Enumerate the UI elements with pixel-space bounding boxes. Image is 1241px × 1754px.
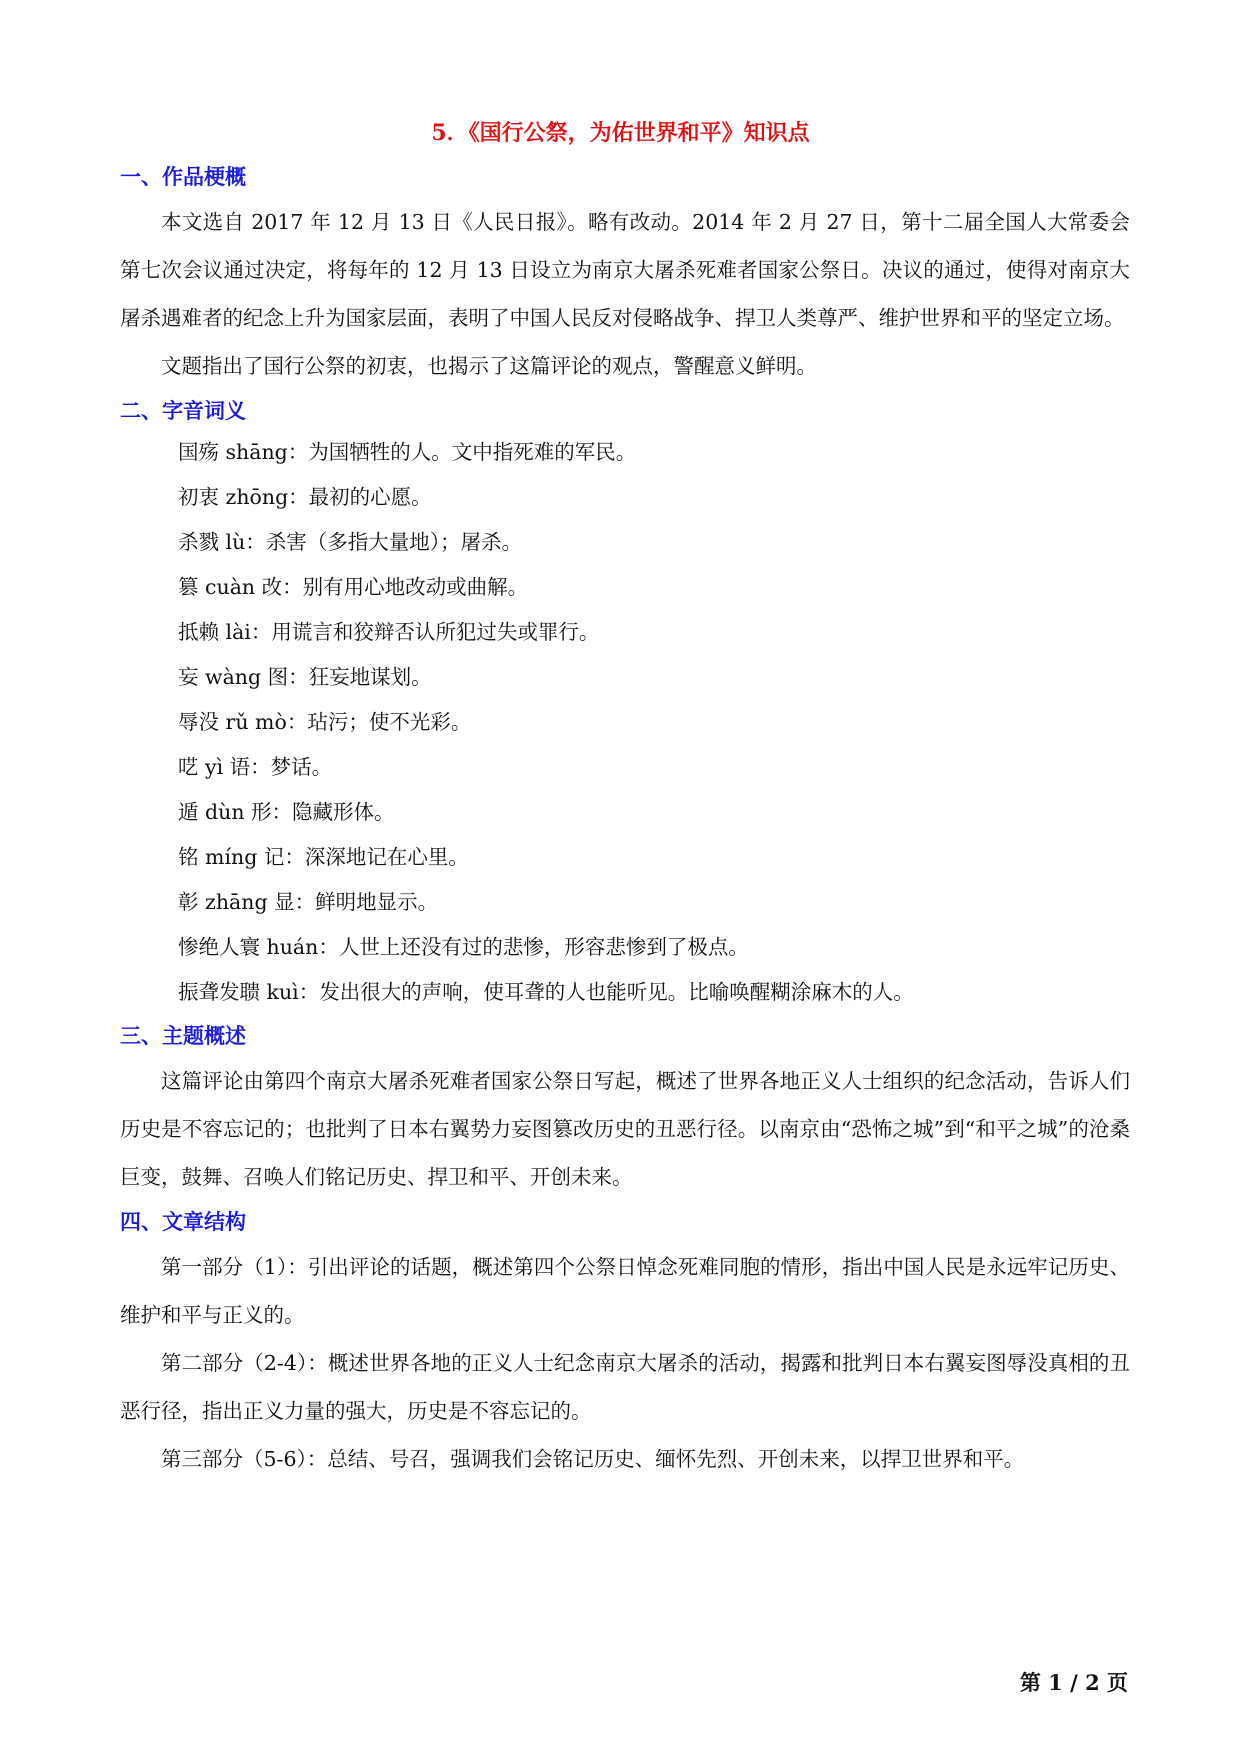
section-heading: 三、主题概述 bbox=[120, 1023, 246, 1048]
vocab-item: 国殇 shāng：为国牺牲的人。文中指死难的军民。 bbox=[178, 440, 637, 464]
vocab-item: 铭 míng 记：深深地记在心里。 bbox=[178, 845, 469, 869]
section-heading: 二、字音词义 bbox=[120, 398, 246, 423]
vocab-item: 惨绝人寰 huán：人世上还没有过的悲惨，形容悲惨到了极点。 bbox=[178, 935, 749, 959]
vocab-list bbox=[120, 430, 1130, 1015]
vocab-item: 篡 cuàn 改：别有用心地改动或曲解。 bbox=[178, 575, 529, 599]
document-body bbox=[120, 162, 1130, 1483]
vocab-item: 初衷 zhōng：最初的心愿。 bbox=[178, 485, 432, 509]
vocab-item: 抵赖 lài：用谎言和狡辩否认所犯过失或罪行。 bbox=[178, 620, 600, 644]
vocab-item: 辱没 rǔ mò：玷污；使不光彩。 bbox=[178, 710, 472, 734]
vocab-item: 妄 wàng 图：狂妄地谋划。 bbox=[178, 665, 432, 689]
page-number: 第 1 / 2 页 bbox=[1019, 1670, 1128, 1695]
structure-part: 第三部分（5-6）：总结、号召，强调我们会铭记历史、缅怀先烈、开创未来，以捍卫世界和平。 bbox=[161, 1447, 1025, 1471]
vocab-item: 振聋发聩 kuì：发出很大的声响，使耳聋的人也能听见。比喻唤醒糊涂麻木的人。 bbox=[178, 980, 914, 1004]
structure-part: 第二部分（2-4）：概述世界各地的正义人士纪念南京大屠杀的活动，揭露和批判日本右翼妄图辱没真相的丑恶行径，指出正义力量的强大，历史是不容忘记的。 bbox=[120, 1351, 1130, 1423]
section-vocabulary bbox=[120, 396, 1130, 1015]
vocab-item: 呓 yì 语：梦话。 bbox=[178, 755, 333, 779]
structure-part: 第一部分（1）：引出评论的话题，概述第四个公祭日悼念死难同胞的情形，指出中国人民是永远牢记历史、维护和平与正义的。 bbox=[120, 1255, 1130, 1327]
section-summary bbox=[120, 162, 1130, 390]
section-heading: 一、作品梗概 bbox=[120, 164, 246, 189]
document-title: 5．《国行公祭，为佑世界和平》知识点 bbox=[431, 120, 810, 146]
section-structure bbox=[120, 1207, 1130, 1483]
paragraph: 文题指出了国行公祭的初衷，也揭示了这篇评论的观点，警醒意义鲜明。 bbox=[161, 354, 817, 378]
vocab-item: 杀戮 lù：杀害（多指大量地）；屠杀。 bbox=[178, 530, 523, 554]
section-heading: 四、文章结构 bbox=[120, 1209, 246, 1234]
paragraph: 本文选自 2017 年 12 月 13 日《人民日报》。略有改动。2014 年 2 月 27 日，第十二届全国人大常委会第七次会议通过决定，将每年的 12 月 13 日设立为南京大屠杀死难者国家公祭日。决议的通过，使得对南京大屠杀遇难者的纪念上升为国家层面，表明了中国人民反对侵略战争、捍卫人类尊严、维护世界和平的坚定立场。 bbox=[120, 210, 1130, 330]
vocab-item: 遁 dùn 形：隐藏形体。 bbox=[178, 800, 395, 824]
vocab-item: 彰 zhāng 显：鲜明地显示。 bbox=[178, 890, 439, 914]
paragraph: 这篇评论由第四个南京大屠杀死难者国家公祭日写起，概述了世界各地正义人士组织的纪念活动，告诉人们历史是不容忘记的；也批判了日本右翼势力妄图篡改历史的丑恶行径。以南京由“恐怖之城”到“和平之城”的沧桑巨变，鼓舞、召唤人们铭记历史、捍卫和平、开创未来。 bbox=[120, 1069, 1130, 1189]
section-theme bbox=[120, 1021, 1130, 1201]
